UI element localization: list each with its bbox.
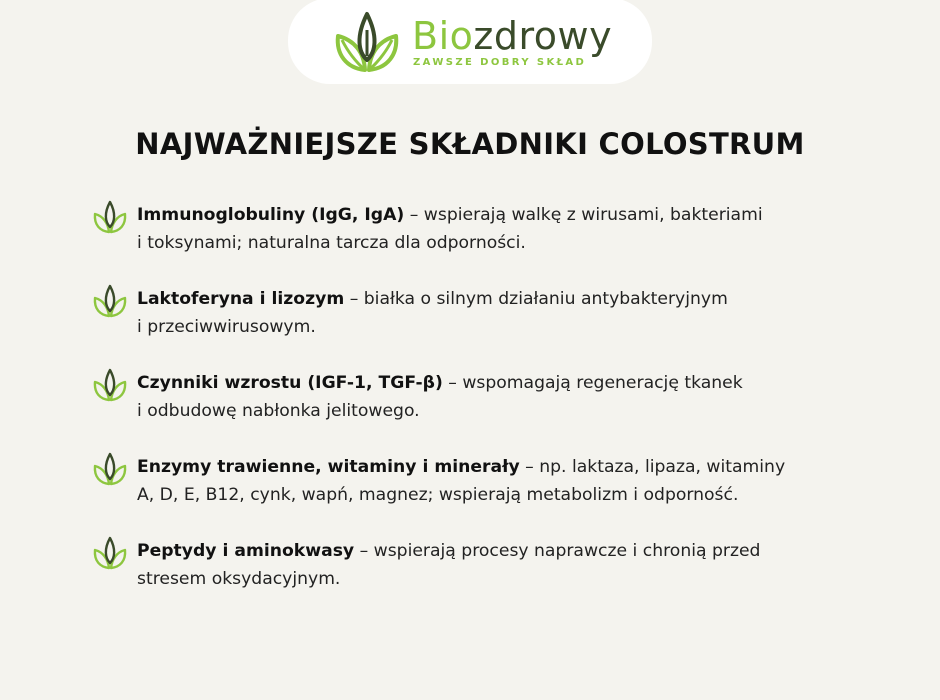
item-term: Enzymy trawienne, witaminy i minerały (137, 457, 520, 477)
item-text (137, 285, 837, 341)
item-desc-line1: – wspierają walkę z wirusami, bakteriami (404, 205, 763, 225)
item-text (137, 201, 837, 257)
item-text (137, 537, 837, 593)
brand-name-part2: zdrowy (473, 14, 613, 58)
item-desc-line1: – białka o silnym działaniu antybakteryjnym (344, 289, 728, 309)
item-desc-line2: i toksynami; naturalna tarcza dla odporności. (137, 233, 526, 253)
item-term: Peptydy i aminokwasy (137, 541, 355, 561)
brand-name-part1: Bio (412, 14, 474, 58)
leaf-icon (93, 452, 127, 486)
leaf-icon (93, 368, 127, 402)
item-desc-line2: stresem oksydacyjnym. (137, 569, 341, 589)
brand-name (412, 14, 612, 58)
item-desc-line2: A, D, E, B12, cynk, wapń, magnez; wspierają metabolizm i odporność. (137, 485, 739, 505)
page-title: NAJWAŻNIEJSZE SKŁADNIKI COLOSTRUM (135, 127, 805, 161)
item-text (137, 453, 837, 509)
leaf-icon (93, 200, 127, 234)
item-desc-line1: – wspierają procesy naprawcze i chronią przed (354, 541, 761, 561)
item-desc-line2: i przeciwwirusowym. (137, 317, 316, 337)
item-term: Immunoglobuliny (IgG, IgA) (137, 205, 405, 225)
brand-tagline: ZAWSZE DOBRY SKŁAD (413, 57, 587, 68)
item-desc-line1: – np. laktaza, lipaza, witaminy (519, 457, 786, 477)
leaf-icon (93, 536, 127, 570)
leaf-icon (93, 284, 127, 318)
item-term: Czynniki wzrostu (IGF-1, TGF-β) (137, 373, 443, 393)
logo-sprout-icon (334, 8, 400, 74)
item-desc-line1: – wspomagają regenerację tkanek (442, 373, 743, 393)
item-desc-line2: i odbudowę nabłonka jelitowego. (137, 401, 420, 421)
item-text (137, 369, 837, 425)
item-term: Laktoferyna i lizozym (137, 289, 345, 309)
